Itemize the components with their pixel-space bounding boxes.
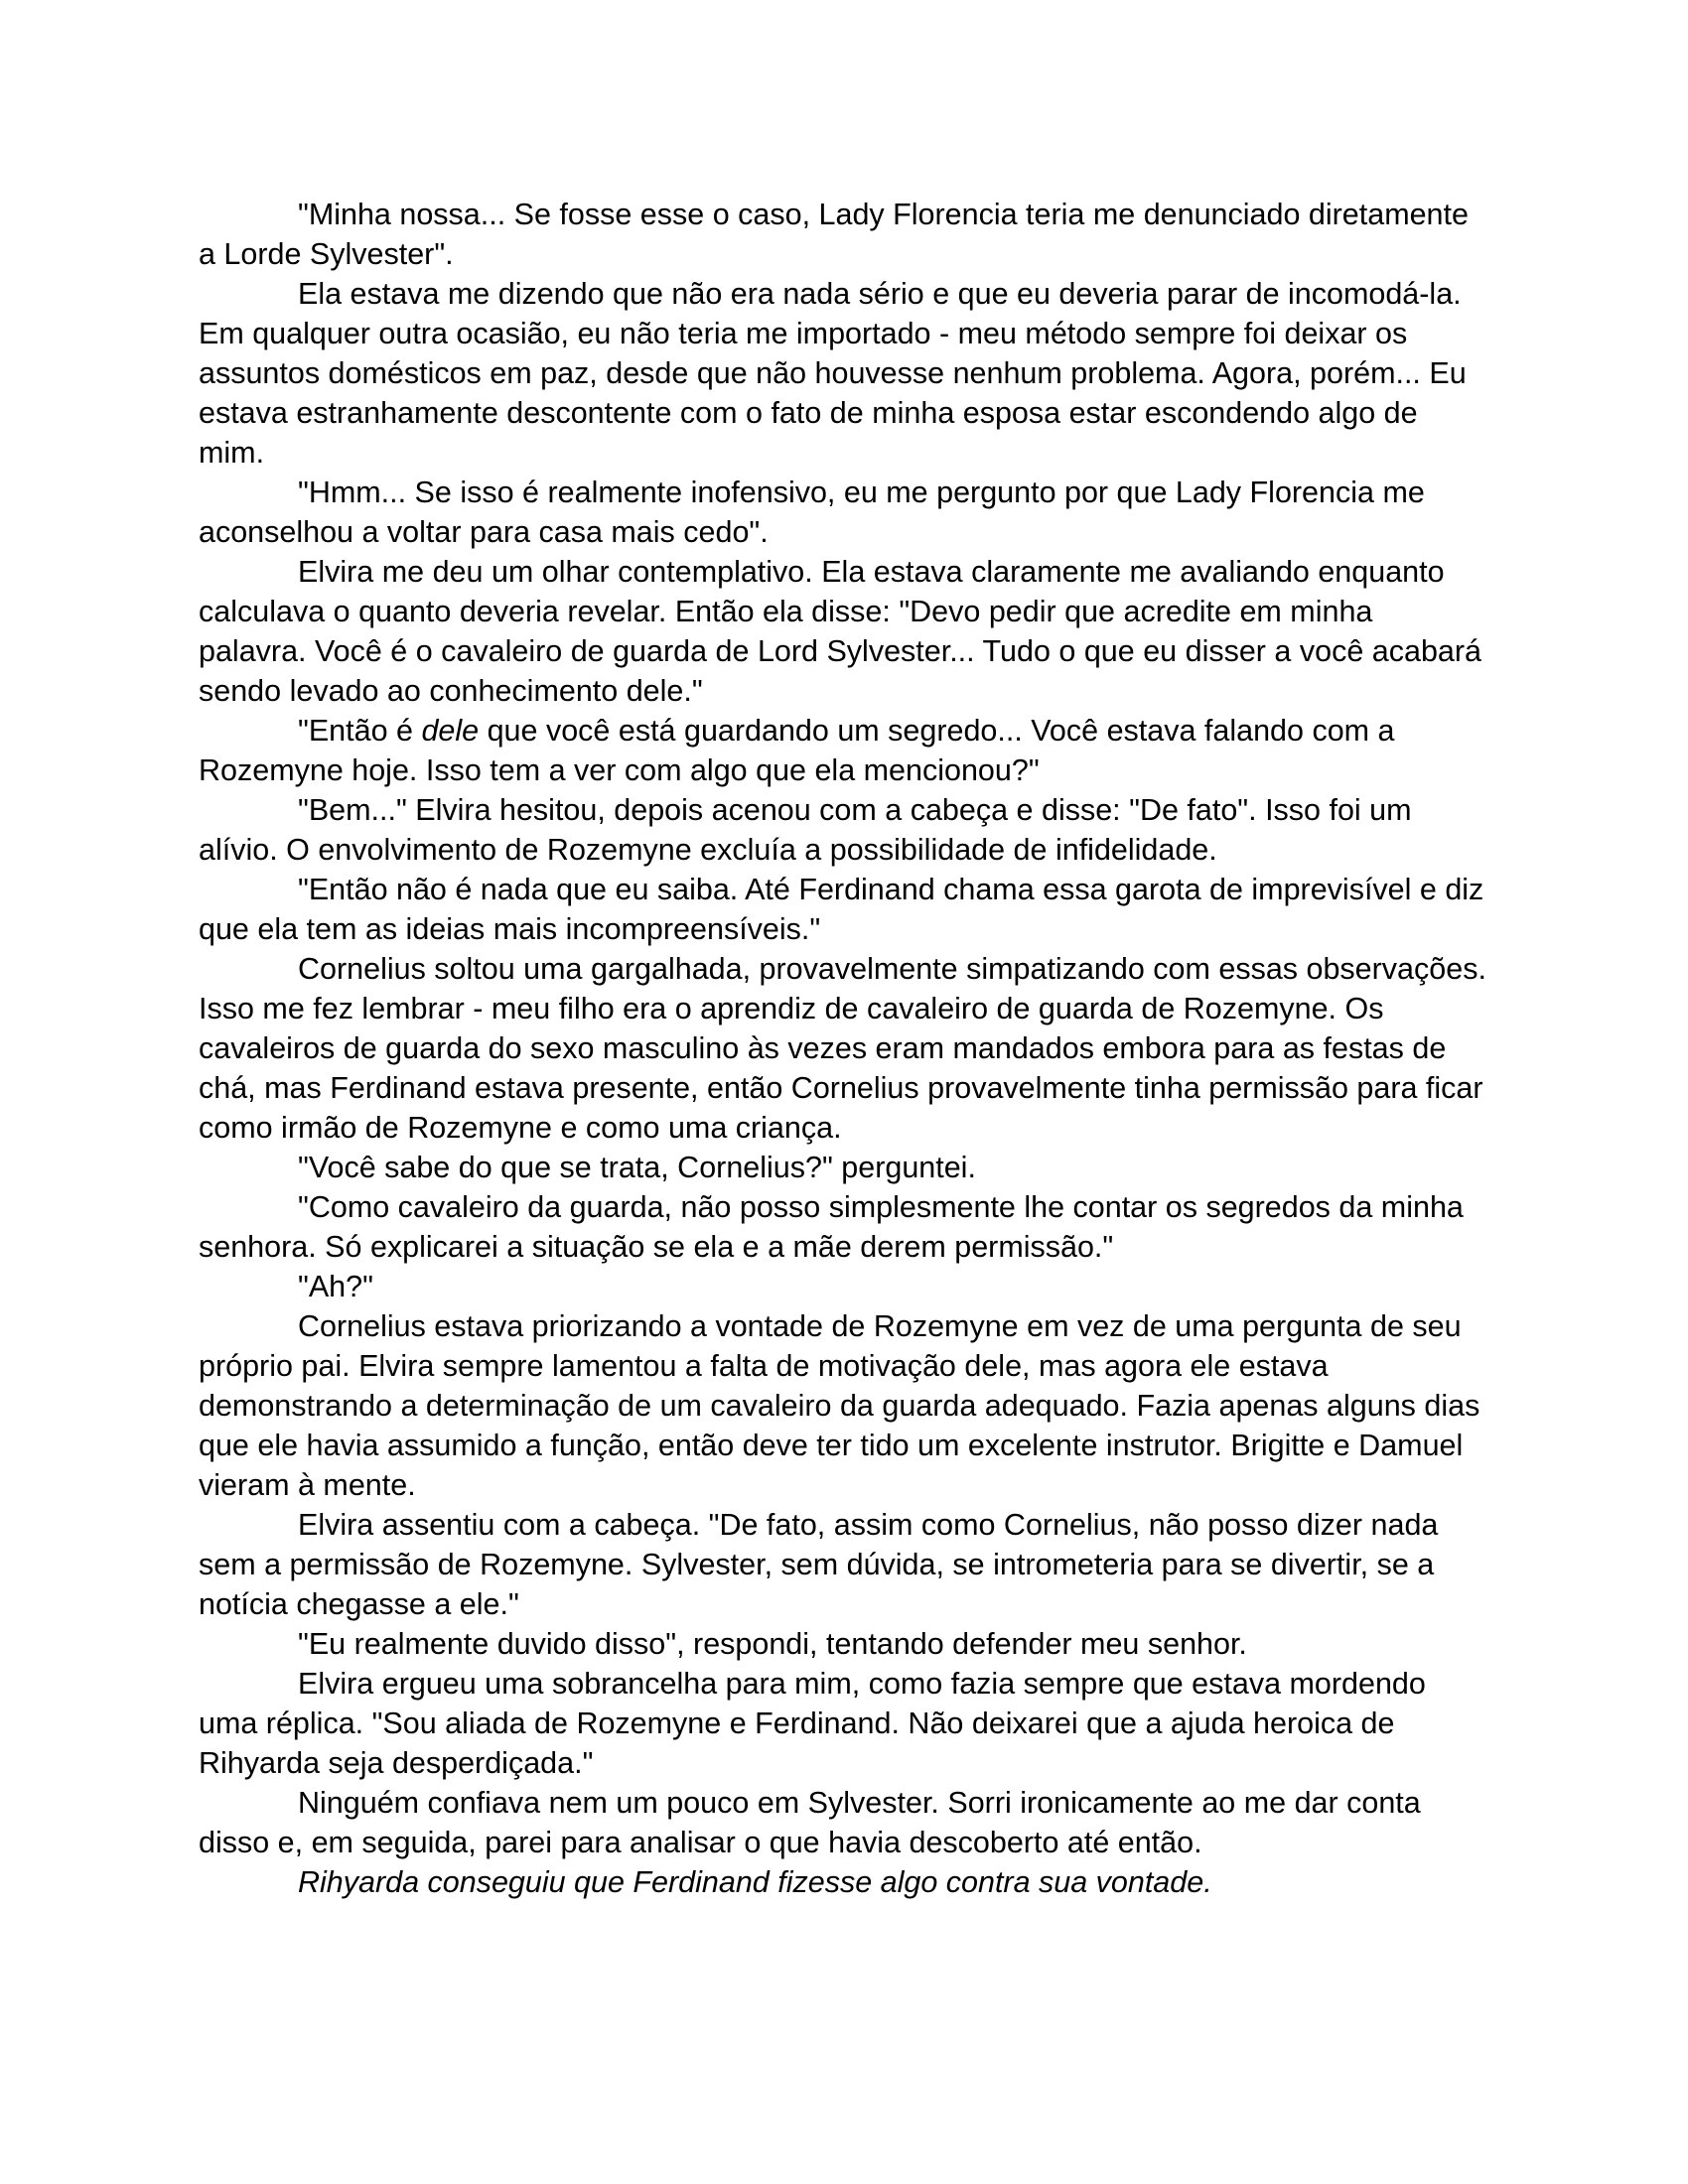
text-line: que ele havia assumido a função, então deve ter tido um excelente instrutor. Brigitte e Damuel — [199, 1429, 1464, 1462]
text-line: como irmão de Rozemyne e como uma criança. — [199, 1111, 842, 1145]
text-line: Ela estava me dizendo que não era nada sério e que eu deveria parar de incomodá-la. — [298, 277, 1462, 311]
text-line: Rihyarda seja desperdiçada." — [199, 1746, 594, 1780]
text-line: Elvira assentiu com a cabeça. "De fato, assim como Cornelius, não posso dizer nada — [298, 1508, 1439, 1542]
paragraph — [199, 552, 1489, 711]
text-run: que você está guardando um segredo... Você estava falando com a — [479, 714, 1395, 748]
paragraph — [199, 195, 1489, 274]
text-line: vieram à mente. — [199, 1468, 416, 1502]
paragraph — [199, 1664, 1489, 1783]
paragraph — [199, 949, 1489, 1148]
text-line: "Ah?" — [298, 1270, 373, 1303]
text-line: Rozemyne hoje. Isso tem a ver com algo que ela mencionou?" — [199, 753, 1040, 787]
text-line: "Eu realmente duvido disso", respondi, tentando defender meu senhor. — [298, 1627, 1247, 1661]
text-line: "Como cavaleiro da guarda, não posso simplesmente lhe contar os segredos da minha — [298, 1190, 1464, 1224]
text-line: "Bem..." Elvira hesitou, depois acenou com a cabeça e disse: "De fato". Isso foi um — [298, 793, 1412, 827]
text-line: palavra. Você é o cavaleiro de guarda de Lord Sylvester... Tudo o que eu disser a você acabará — [199, 634, 1481, 668]
text-line: Cornelius soltou uma gargalhada, provavelmente simpatizando com essas observações. — [298, 952, 1486, 986]
paragraph — [199, 1624, 1489, 1664]
text-line: cavaleiros de guarda do sexo masculino às vezes eram mandados embora para as festas de — [199, 1031, 1447, 1065]
text-line: "Minha nossa... Se fosse esse o caso, Lady Florencia teria me denunciado diretamente — [298, 198, 1469, 231]
text-line — [199, 711, 1489, 751]
paragraph — [199, 1505, 1489, 1624]
text-line: "Você sabe do que se trata, Cornelius?" perguntei. — [298, 1151, 976, 1184]
text-line: Rihyarda conseguiu que Ferdinand fizesse algo contra sua vontade. — [298, 1865, 1212, 1899]
text-line: "Hmm... Se isso é realmente inofensivo, eu me pergunto por que Lady Florencia me — [298, 476, 1425, 509]
text-line: uma réplica. "Sou aliada de Rozemyne e Ferdinand. Não deixarei que a ajuda heroica de — [199, 1706, 1395, 1740]
text-line: assuntos domésticos em paz, desde que não houvesse nenhum problema. Agora, porém... Eu — [199, 356, 1467, 390]
text-line: "Então não é nada que eu saiba. Até Ferdinand chama essa garota de imprevisível e diz — [298, 873, 1484, 906]
paragraph — [199, 1306, 1489, 1505]
paragraph — [199, 1148, 1489, 1187]
document-body — [199, 195, 1489, 1902]
text-line: Ninguém confiava nem um pouco em Sylvester. Sorri ironicamente ao me dar conta — [298, 1786, 1421, 1820]
text-line: Em qualquer outra ocasião, eu não teria me importado - meu método sempre foi deixar os — [199, 317, 1408, 350]
text-line: disso e, em seguida, parei para analisar o que havia descoberto até então. — [199, 1826, 1202, 1859]
paragraph — [199, 790, 1489, 870]
text-line: Elvira ergueu uma sobrancelha para mim, como fazia sempre que estava mordendo — [298, 1667, 1426, 1701]
text-run: "Então é — [298, 714, 422, 748]
paragraph — [199, 1783, 1489, 1862]
paragraph — [199, 1862, 1489, 1902]
paragraph — [199, 870, 1489, 949]
text-line: Cornelius estava priorizando a vontade de Rozemyne em vez de uma pergunta de seu — [298, 1309, 1462, 1343]
text-line: senhora. Só explicarei a situação se ela e a mãe derem permissão." — [199, 1230, 1114, 1264]
text-line: Elvira me deu um olhar contemplativo. Ela estava claramente me avaliando enquanto — [298, 555, 1445, 589]
paragraph — [199, 473, 1489, 552]
emphasis-text: dele — [421, 714, 480, 748]
text-line: demonstrando a determinação de um cavaleiro da guarda adequado. Fazia apenas alguns dias — [199, 1389, 1480, 1423]
text-line: sem a permissão de Rozemyne. Sylvester, sem dúvida, se intrometeria para se divertir, se a — [199, 1548, 1435, 1581]
text-line: Isso me fez lembrar - meu filho era o aprendiz de cavaleiro de guarda de Rozemyne. Os — [199, 992, 1384, 1025]
text-line: notícia chegasse a ele." — [199, 1587, 519, 1621]
text-line: mim. — [199, 436, 265, 470]
text-line: chá, mas Ferdinand estava presente, então Cornelius provavelmente tinha permissão para ficar — [199, 1071, 1483, 1105]
text-line: alívio. O envolvimento de Rozemyne excluía a possibilidade de infidelidade. — [199, 833, 1217, 867]
text-line: estava estranhamente descontente com o fato de minha esposa estar escondendo algo de — [199, 396, 1418, 430]
paragraph — [199, 711, 1489, 790]
text-line: sendo levado ao conhecimento dele." — [199, 674, 703, 708]
text-line: calculava o quanto deveria revelar. Então ela disse: "Devo pedir que acredite em minha — [199, 595, 1373, 628]
text-line: próprio pai. Elvira sempre lamentou a falta de motivação dele, mas agora ele estava — [199, 1349, 1329, 1383]
text-line: aconselhou a voltar para casa mais cedo". — [199, 515, 769, 549]
paragraph — [199, 1267, 1489, 1306]
text-line: que ela tem as ideias mais incompreensíveis." — [199, 912, 821, 946]
paragraph — [199, 1187, 1489, 1267]
paragraph — [199, 274, 1489, 473]
text-line: a Lorde Sylvester". — [199, 237, 454, 271]
